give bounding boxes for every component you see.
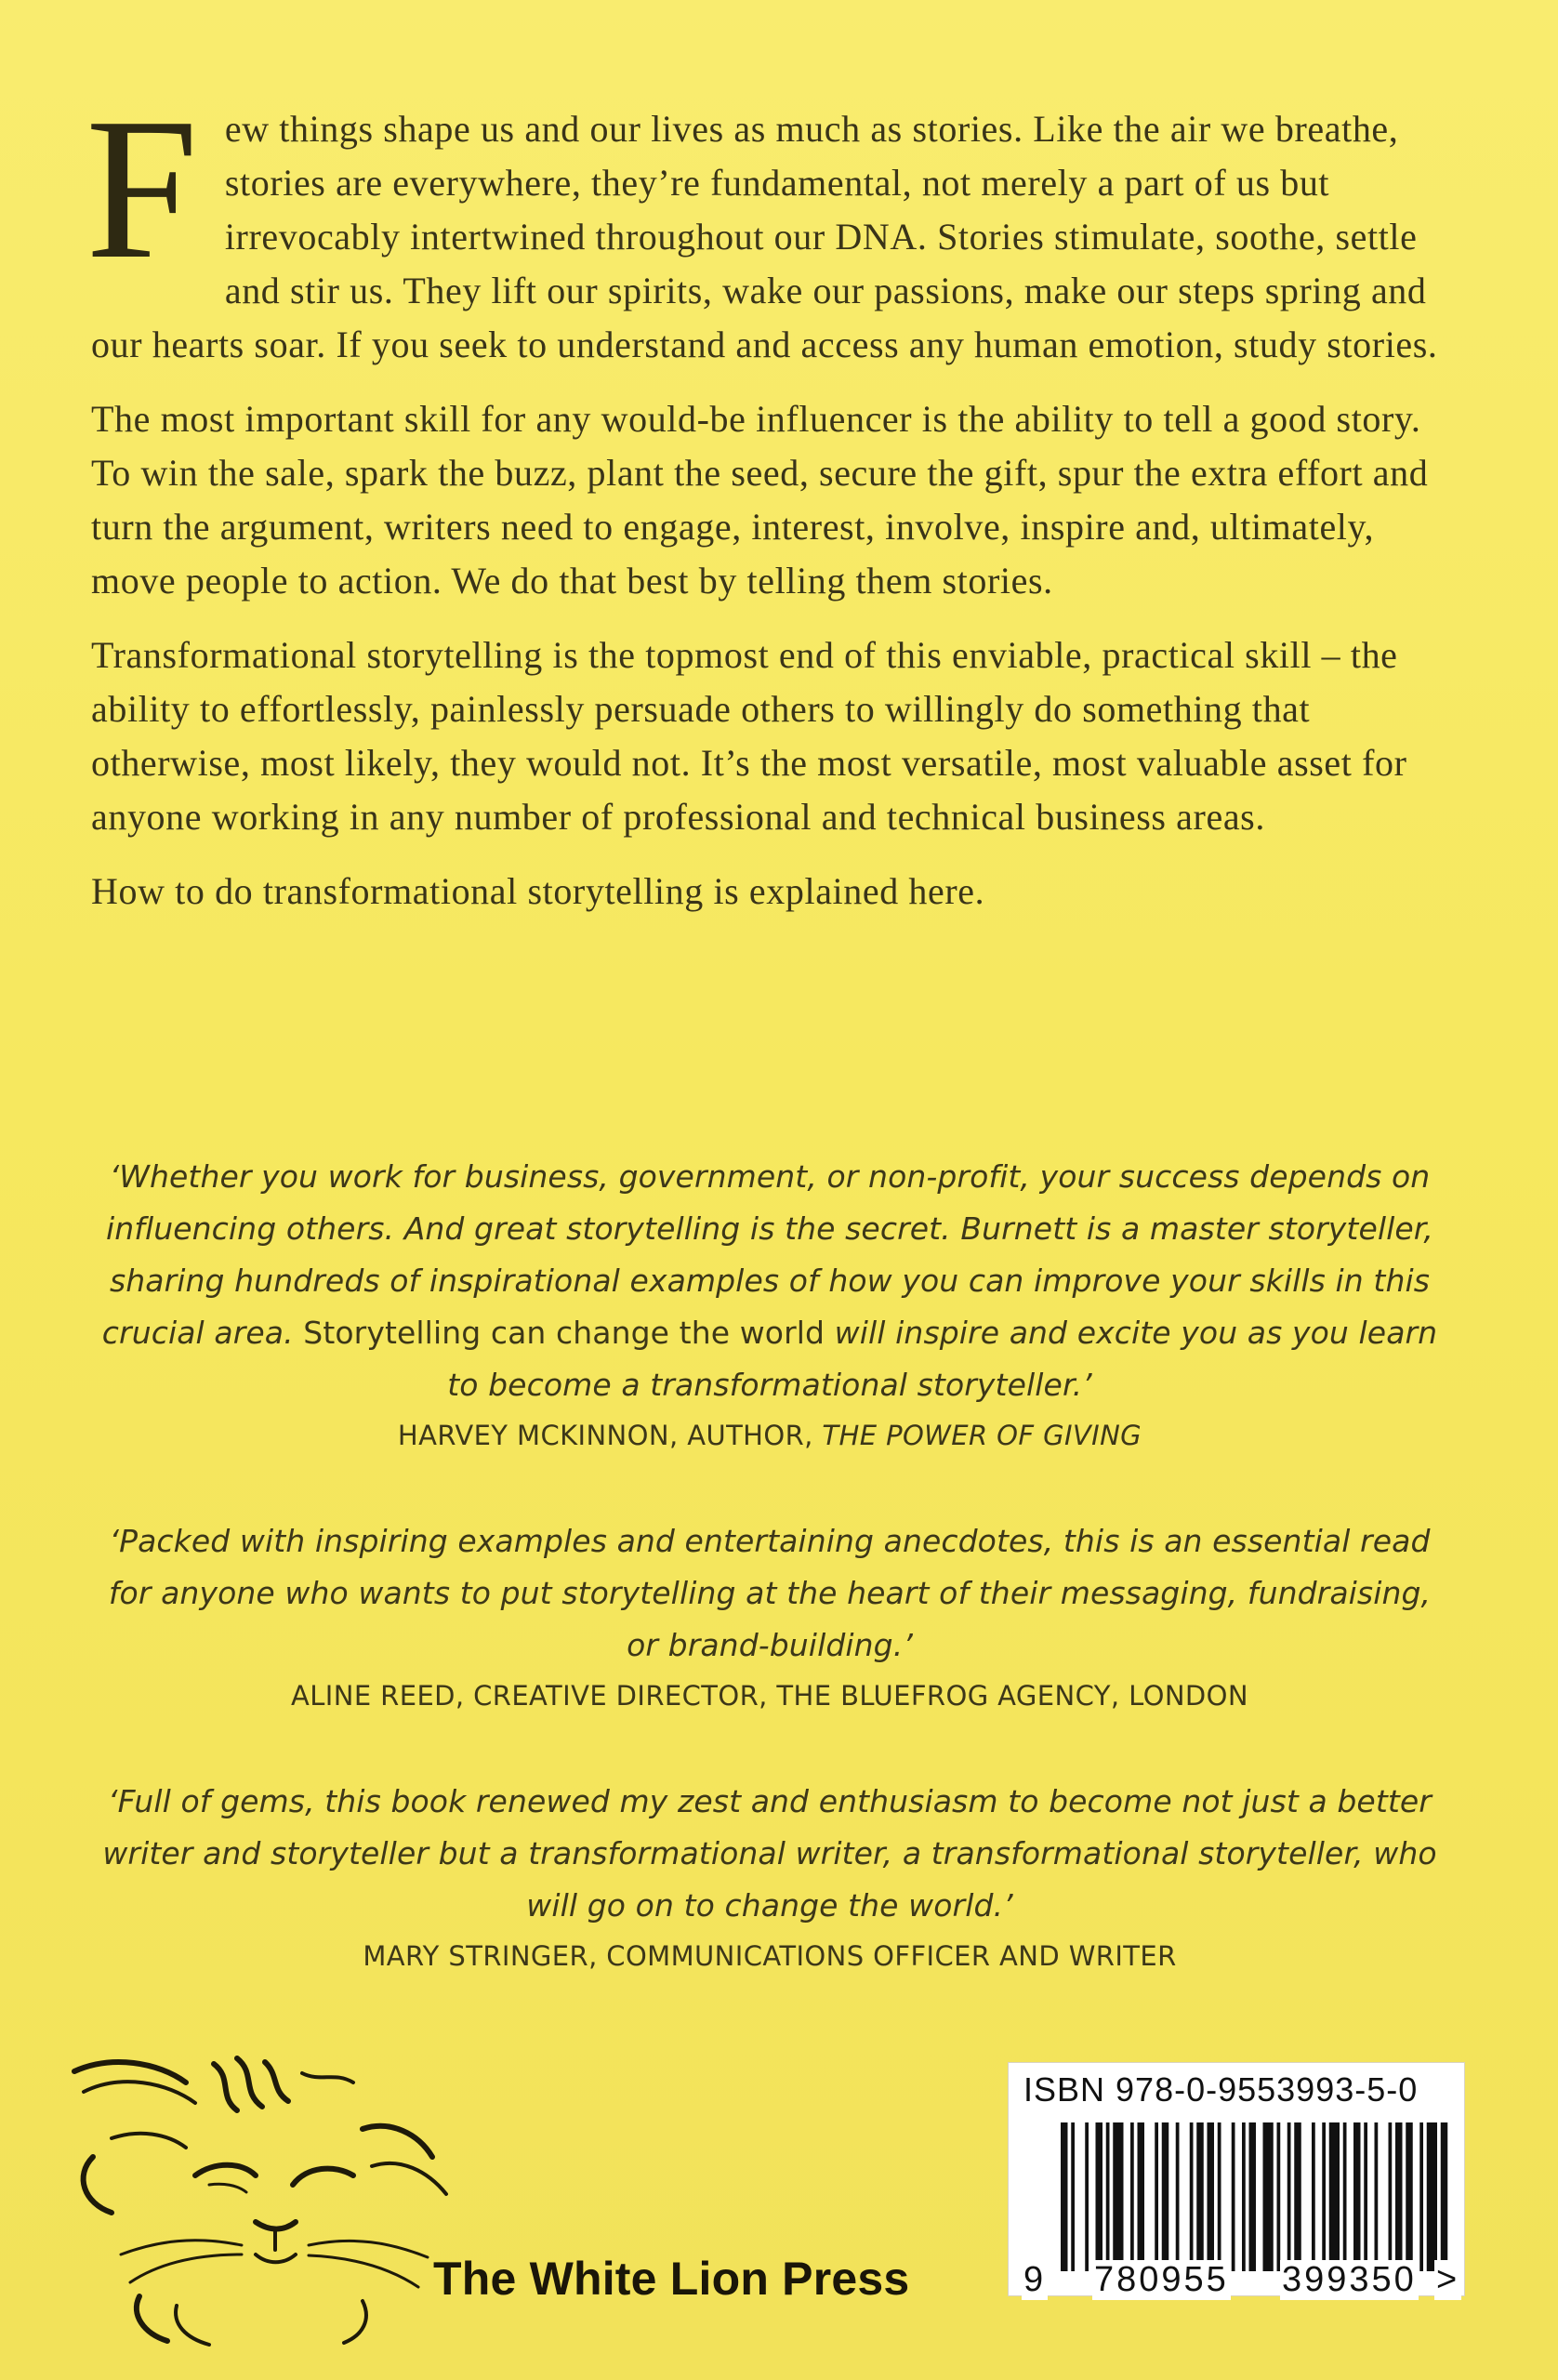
barcode-bar (1287, 2122, 1291, 2271)
endorsement (91, 1151, 1448, 1460)
barcode-bar (1176, 2122, 1180, 2271)
drop-cap: F (86, 77, 199, 301)
barcode-bar (1343, 2122, 1347, 2271)
barcode-bar (1441, 2122, 1448, 2271)
blurb-paragraph-1-text: ew things shape us and our lives as much as stories. Like the air we breathe, stories are everywhere, they’re fundamental, not merely a part of us but irrevocably intertwined throughout our DNA. Stories stimulate, soothe, settle and stir us. They lift our spirits, wake our passions, make our steps spring and our hearts soar. If you seek to understand and access any human emotion, study stories. (91, 108, 1438, 365)
barcode-end-mark: > (1436, 2260, 1460, 2299)
barcode-bar (1208, 2122, 1215, 2271)
barcode-bar (1263, 2122, 1274, 2271)
barcode-bar (1294, 2122, 1301, 2271)
endorsement-attribution: ALINE REED, CREATIVE DIRECTOR, THE BLUEFROG AGENCY, LONDON (290, 1680, 1248, 1712)
barcode-bar (1353, 2122, 1361, 2271)
barcode-bars (1061, 2122, 1451, 2271)
barcode-bar (1395, 2122, 1403, 2271)
barcode-bar (1242, 2122, 1246, 2271)
barcode-bar (1130, 2122, 1134, 2271)
barcode-bar (1155, 2122, 1158, 2271)
endorsements (91, 1151, 1448, 2036)
barcode-bar (1190, 2122, 1194, 2271)
blurb-body (86, 77, 1448, 939)
barcode-bar (1364, 2122, 1367, 2271)
barcode-digits (1009, 2260, 1464, 2297)
endorsement (91, 1515, 1448, 1720)
cited-work: THE POWER OF GIVING (822, 1420, 1142, 1451)
barcode-bar (1218, 2122, 1221, 2271)
barcode-lead-digit: 9 (1023, 2260, 1047, 2299)
barcode-bar (1277, 2122, 1281, 2271)
endorsement (91, 1776, 1448, 1980)
isbn-barcode (1008, 2062, 1465, 2299)
barcode-bar (1322, 2122, 1326, 2271)
barcode-right-digits: 399350 (1282, 2260, 1417, 2299)
endorsement-attribution: MARY STRINGER, COMMUNICATIONS OFFICER AND WRITER (363, 1940, 1177, 1972)
barcode-left-digits: 780955 (1094, 2260, 1229, 2299)
barcode-bar (1113, 2122, 1123, 2271)
barcode-bar (1085, 2122, 1089, 2271)
barcode-bar (1162, 2122, 1169, 2271)
barcode-bar (1329, 2122, 1340, 2271)
barcode-bar (1106, 2122, 1110, 2271)
barcode-bar (1375, 2122, 1379, 2271)
barcode-bar (1312, 2122, 1315, 2271)
barcode-bar (1138, 2122, 1145, 2271)
barcode-bar (1419, 2122, 1423, 2271)
blurb-paragraph-4: How to do transformational storytelling is explained here. (91, 870, 985, 912)
barcode-bar (1096, 2122, 1103, 2271)
endorsement-text: ‘Whether you work for business, government, or non-profit, your success depends on influencing others. And great storytelling is the secret. Burnett is a master storyteller, sharing hundreds of inspirational examples of how you can improve your skills in this crucial area. Storytelling can change the world will inspire and excite you as you learn to become a transformational storyteller.’ (101, 1158, 1438, 1403)
barcode-bar (1406, 2122, 1413, 2271)
barcode-bar (1389, 2122, 1393, 2271)
endorsement-text: ‘Packed with inspiring examples and entertaining anecdotes, this is an essential read for anyone who wants to put storytelling at the heart of their messaging, fundraising, or brand-building.’ (108, 1523, 1432, 1663)
book-title: Storytelling can change the world (303, 1315, 825, 1351)
barcode-bar (1232, 2122, 1235, 2271)
barcode-bar (1061, 2122, 1068, 2271)
endorsement-attribution: HARVEY MCKINNON, AUTHOR, THE POWER OF GIVING (397, 1420, 1142, 1451)
publisher-name: The White Lion Press (433, 2253, 910, 2305)
blurb-paragraph-3: Transformational storytelling is the topmost end of this enviable, practical skill – the ability to effortlessly, painlessly persuade others to willingly do something that otherwise, most likely, they would not. It’s the most versatile, most valuable asset for anyone working in any number of professional and technical business areas. (91, 634, 1407, 838)
lion-face-icon (56, 2045, 465, 2352)
isbn-label: ISBN 978-0-9553993-5-0 (1023, 2070, 1419, 2109)
barcode-bar (1427, 2122, 1437, 2271)
barcode-bar (1071, 2122, 1075, 2271)
barcode-bar (1249, 2122, 1257, 2271)
endorsement-text: ‘Full of gems, this book renewed my zest and enthusiasm to become not just a better writer and storyteller but a transformational writer, a transformational storyteller, who will go on to change the world.’ (102, 1783, 1437, 1924)
barcode-bar (1196, 2122, 1204, 2271)
blurb-paragraph-2: The most important skill for any would-be influencer is the ability to tell a good story. To win the sale, spark the buzz, plant the seed, secure the gift, spur the extra effort and turn the argument, writers need to engage, interest, involve, inspire and, ultimately, move people to action. We do that best by telling them stories. (91, 398, 1429, 602)
blurb-paragraph-1 (86, 77, 1448, 372)
